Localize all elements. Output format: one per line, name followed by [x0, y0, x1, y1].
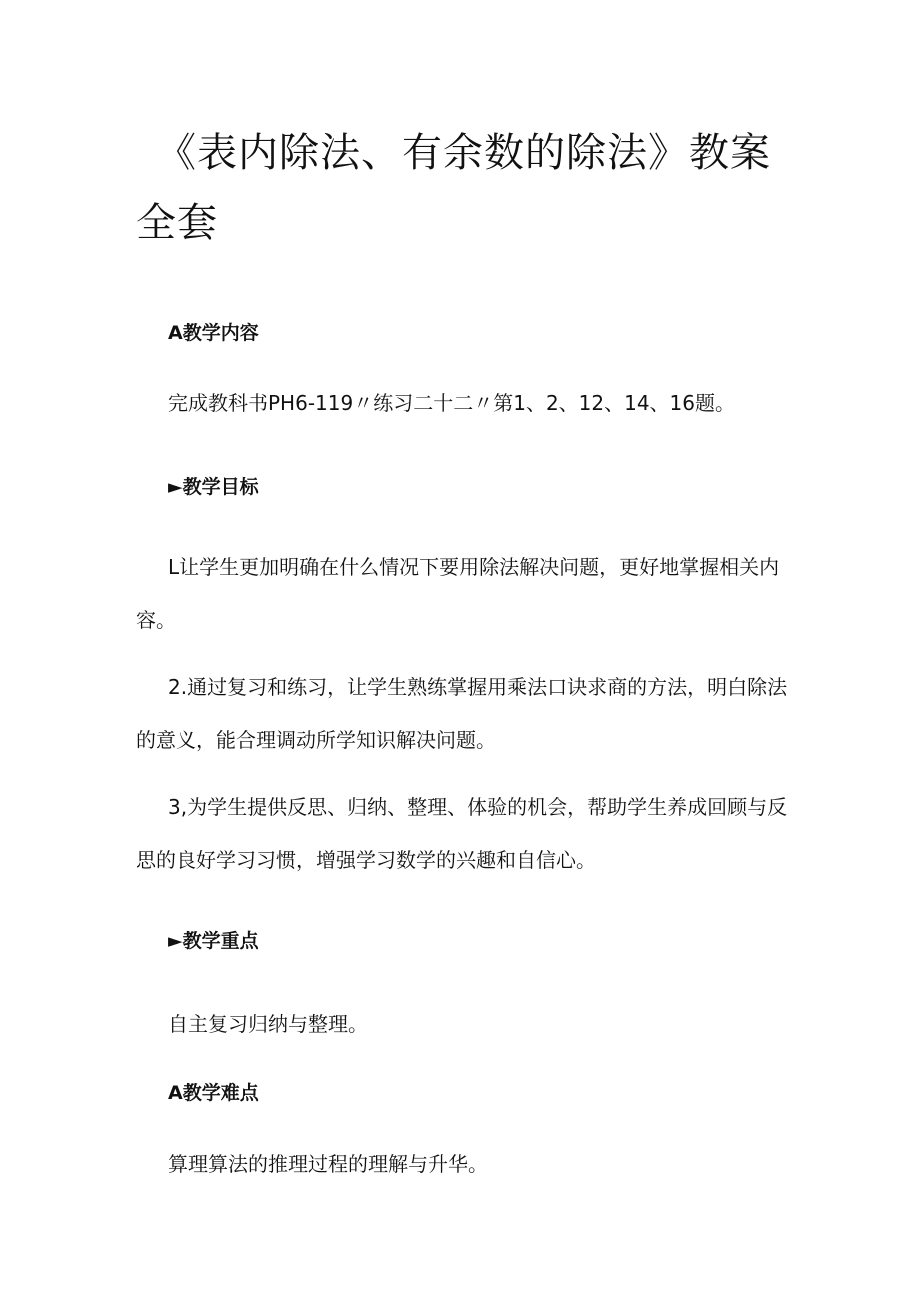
section-heading-content: A教学内容: [168, 322, 259, 344]
section-heading-difficulties: A教学难点: [168, 1082, 259, 1104]
section-heading-objectives: ►教学目标: [168, 476, 259, 498]
objective-paragraph-2: 2.通过复习和练习，让学生熟练掌握用乘法口诀求商的方法，明白除法的意义，能合理调动所学知识解决问题。: [136, 675, 788, 752]
section-heading-key-points: ►教学重点: [168, 930, 259, 952]
document-title-text: 《表内除法、有余数的除法》教案全套: [136, 130, 771, 246]
document-title: [136, 118, 796, 258]
section-content-paragraph: 完成教科书PH6-119〃练习二十二〃第1、2、12、14、16题。: [168, 391, 736, 415]
difficulties-paragraph: 算理算法的推理过程的理解与升华。: [168, 1152, 488, 1176]
key-points-paragraph: 自主复习归纳与整理。: [168, 1012, 368, 1036]
objective-paragraph-3: 3,为学生提供反思、归纳、整理、体验的机会，帮助学生养成回顾与反思的良好学习习惯，增强学习数学的兴趣和自信心。: [136, 795, 788, 872]
objective-paragraph-1: L让学生更加明确在什么情况下要用除法解决问题，更好地掌握相关内容。: [136, 555, 780, 632]
